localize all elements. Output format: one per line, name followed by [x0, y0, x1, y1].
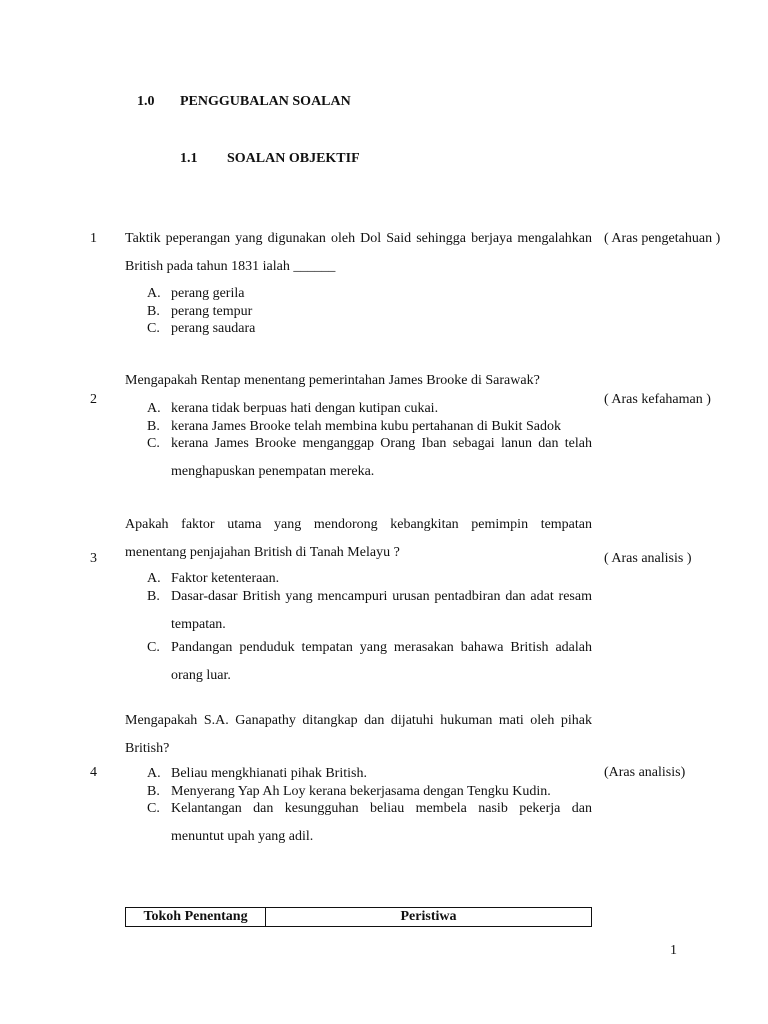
cognitive-level: ( Aras pengetahuan )	[604, 231, 721, 246]
question-number: 1	[90, 231, 97, 246]
figure-table	[125, 907, 592, 927]
question-number: 4	[90, 765, 97, 780]
question-number: 3	[90, 551, 97, 566]
table-header-row	[126, 908, 592, 927]
option: A. kerana tidak berpuas hati dengan kutipan cukai.	[147, 401, 439, 416]
cognitive-level: ( Aras analisis )	[604, 551, 692, 566]
cognitive-level: ( Aras kefahaman )	[604, 392, 711, 407]
option: C. Pandangan penduduk tempatan yang merasakan bahawa British adalah orang luar.	[147, 639, 592, 683]
options-list	[147, 765, 592, 851]
question-text: Mengapakah Rentap menentang pemerintahan James Brooke di Sarawak?	[125, 373, 540, 388]
option: B. Menyerang Yap Ah Loy kerana bekerjasama dengan Tengku Kudin.	[147, 783, 551, 799]
option: C. perang saudara	[147, 321, 256, 336]
option: C. kerana James Brooke menganggap Orang Iban sebagai lanun dan telah menghapuskan penempatan mereka.	[147, 436, 592, 479]
question-number: 2	[90, 392, 97, 407]
option: A. perang gerila	[147, 286, 245, 301]
option: B. perang tempur	[147, 303, 253, 319]
table-header-cell: Peristiwa	[266, 908, 592, 927]
option: A. Beliau mengkhianati pihak British.	[147, 766, 367, 781]
question-text: Taktik peperangan yang digunakan oleh Dol Said sehingga berjaya mengalahkan British pada tahun 1831 ialah ______	[125, 231, 592, 274]
options-list	[147, 285, 592, 338]
options-list	[147, 570, 592, 690]
section-title: PENGGUBALAN SOALAN	[180, 94, 351, 109]
question-text: Mengapakah S.A. Ganapathy ditangkap dan dijatuhi hukuman mati oleh pihak British?	[125, 713, 592, 756]
page-number: 1	[670, 943, 677, 958]
option: C. Kelantangan dan kesungguhan beliau membela nasib pekerja dan menuntut upah yang adil.	[147, 801, 592, 844]
section-number: 1.0	[137, 94, 155, 109]
subsection-title: SOALAN OBJEKTIF	[227, 151, 360, 166]
options-list	[147, 400, 592, 486]
option: A. Faktor ketenteraan.	[147, 571, 280, 586]
cognitive-level: (Aras analisis)	[604, 765, 686, 780]
option: B. kerana James Brooke telah membina kubu pertahanan di Bukit Sadok	[147, 418, 561, 434]
option: B. Dasar-dasar British yang mencampuri urusan pentadbiran dan adat resam tempatan.	[147, 588, 592, 632]
subsection-number: 1.1	[180, 151, 198, 166]
question-text: Apakah faktor utama yang mendorong kebangkitan pemimpin tempatan menentang penjajahan British di Tanah Melayu ?	[125, 517, 592, 560]
table-header-cell: Tokoh Penentang	[126, 908, 266, 927]
